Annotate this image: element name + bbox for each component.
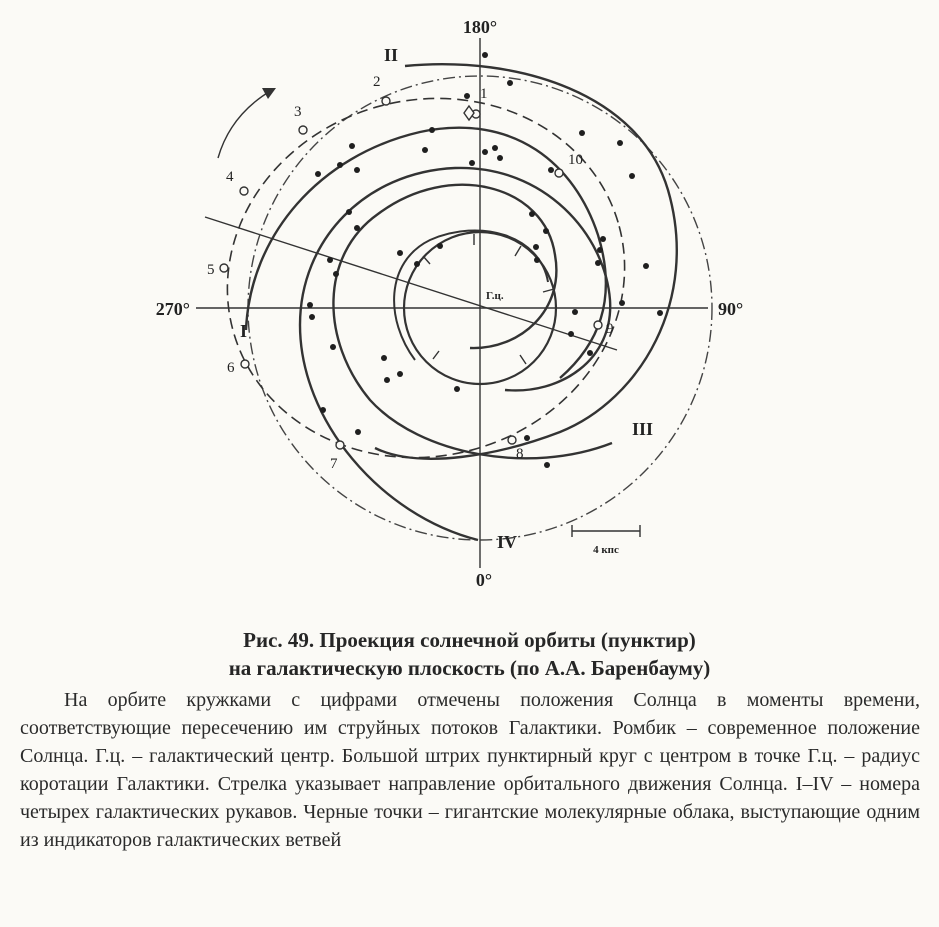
- orbit-point-4: [240, 187, 248, 195]
- orbit-label-1: 1: [480, 86, 488, 102]
- orbit-label-4: 4: [226, 169, 234, 185]
- arm-label-i: I: [240, 321, 248, 341]
- direction-arrowhead: [262, 88, 276, 99]
- axis-label-bottom: 0°: [475, 570, 493, 590]
- center-label: Г.ц.: [486, 290, 504, 302]
- orbit-label-7: 7: [330, 456, 338, 472]
- orbit-label-8: 8: [516, 446, 524, 462]
- orbit-label-10: 10: [568, 152, 583, 168]
- orbit-point-10: [555, 169, 563, 177]
- sun-orbit: [187, 54, 666, 501]
- orbit-label-3: 3: [294, 104, 302, 120]
- sun-current-position: [464, 106, 474, 120]
- arm-iv: [300, 168, 610, 540]
- orbit-label-5: 5: [207, 262, 215, 278]
- axis-label-top: 180°: [462, 17, 498, 37]
- orbit-point-7: [336, 441, 344, 449]
- molecular-clouds: [307, 52, 663, 468]
- orbit-point-3: [299, 126, 307, 134]
- scale-bar-label: 4 кпс: [593, 544, 619, 556]
- orbit-point-6: [241, 360, 249, 368]
- orbit-label-2: 2: [373, 74, 381, 90]
- axis-label-left: 270°: [155, 299, 190, 319]
- orbit-point-2: [382, 97, 390, 105]
- caption-title: Рис. 49. Проекция солнечной орбиты (пунктир): [243, 628, 696, 652]
- caption-source: на галактическую плоскость (по А.А. Баренбауму): [228, 656, 711, 680]
- arm-label-iv: IV: [497, 532, 518, 552]
- arm-inner: [394, 230, 548, 360]
- arm-label-iii: III: [632, 419, 654, 439]
- arm-iii: [333, 185, 612, 459]
- orbit-label-6: 6: [227, 360, 235, 376]
- caption-body: На орбите кружками с цифрами отмечены положения Солнца в моменты времени, соответствующие пересечению им струйных потоков Галактики. Ромбик – современное положение Солнца. Г.ц. – галактический центр. Большой штрих пунктирный круг с центром в точке Г.ц. – радиус коротации Галактики. Стрелка указывает направление орбитального движения Солнца. I–IV – номера четырех галактических рукавов. Черные точки – гигантские молекулярные облака, выступающие одним из индикаторов галактических ветвей: [20, 689, 920, 851]
- orbit-point-8: [508, 436, 516, 444]
- arm-label-ii: II: [384, 45, 399, 65]
- axis-label-right: 90°: [718, 299, 744, 319]
- orbit-point-5: [220, 264, 228, 272]
- scale-bar: [572, 525, 640, 537]
- direction-arrow: [218, 90, 272, 158]
- orbit-point-9: [594, 321, 602, 329]
- orbit-label-9: 9: [606, 321, 614, 337]
